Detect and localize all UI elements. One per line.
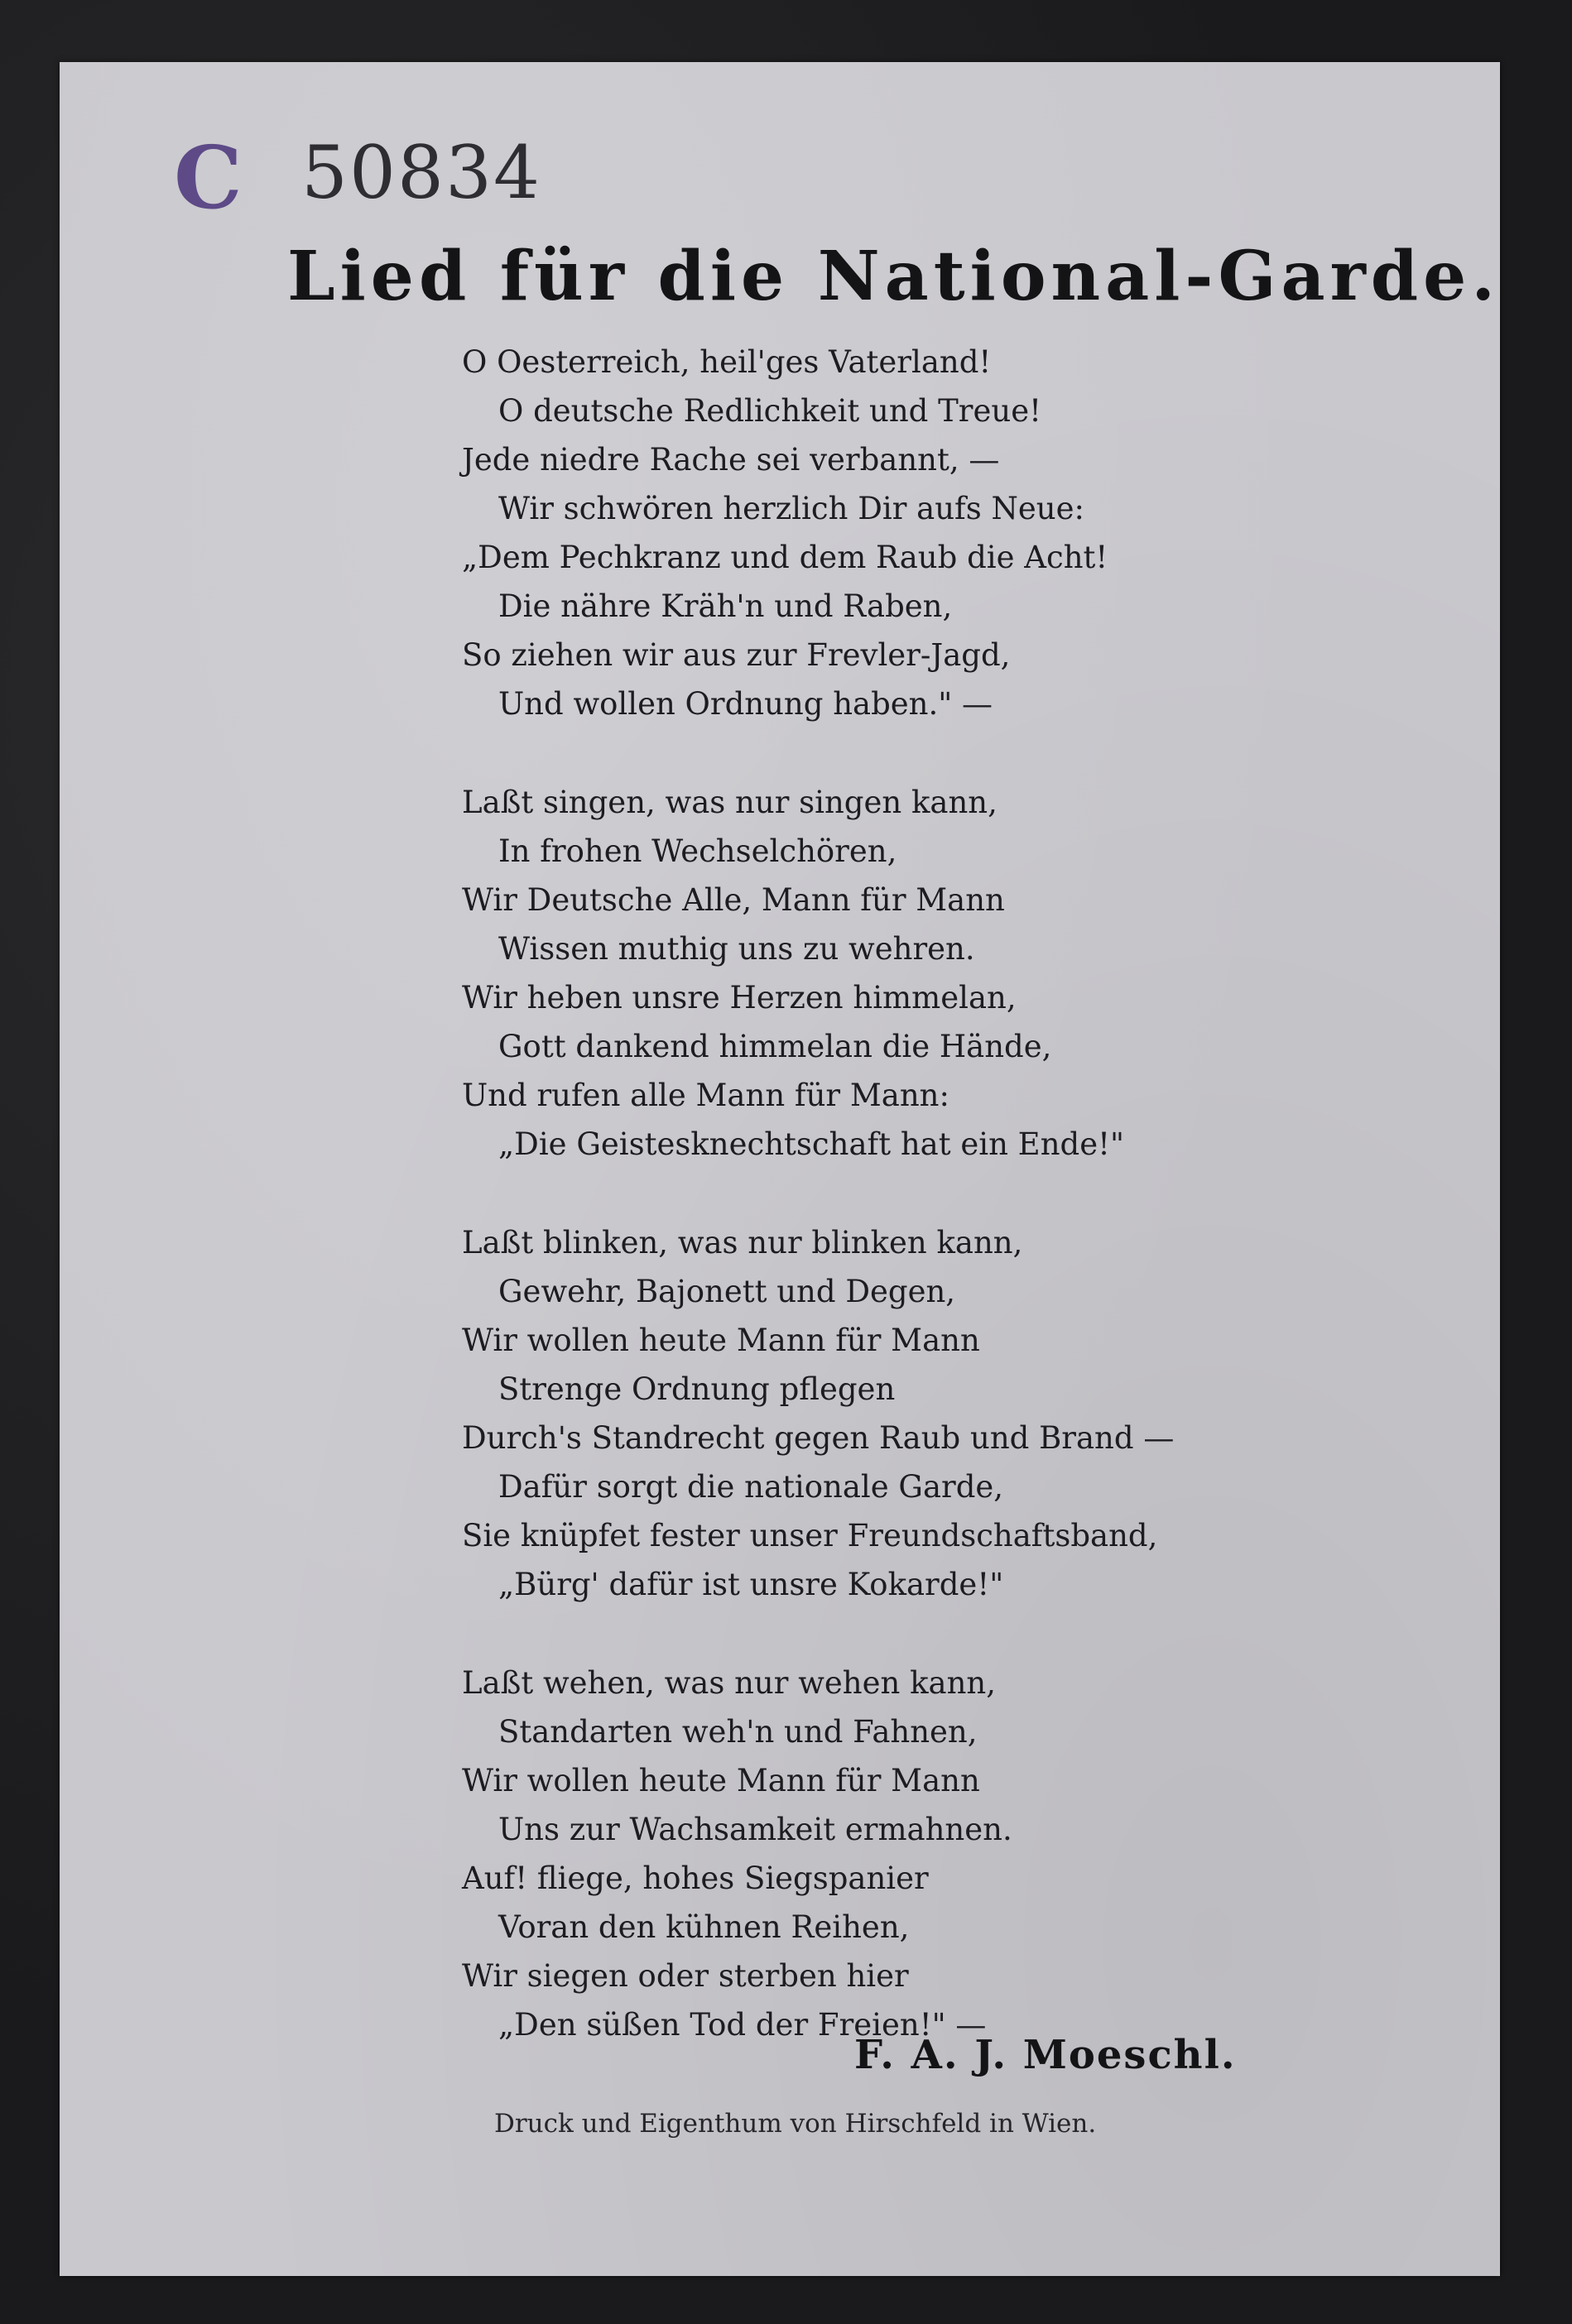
- verse-line: Laßt wehen, was nur wehen kann,: [462, 1665, 996, 1701]
- verse-line: „Bürg' dafür ist unsre Kokarde!": [498, 1567, 1004, 1602]
- verse-line: Und rufen alle Mann für Mann:: [462, 1078, 949, 1113]
- verse-line: Gott dankend himmelan die Hände,: [498, 1029, 1052, 1064]
- verse-line: Laßt blinken, was nur blinken kann,: [462, 1225, 1023, 1260]
- verse-line: Durch's Standrecht gegen Raub und Brand —: [462, 1420, 1175, 1456]
- document-sheet: [60, 62, 1500, 2276]
- verse-line: Standarten weh'n und Fahnen,: [498, 1714, 978, 1750]
- verse-line: Laßt singen, was nur singen kann,: [462, 785, 998, 820]
- verse-line: Wir siegen oder sterben hier: [462, 1958, 909, 1994]
- archive-inventory-number: 50834: [301, 130, 541, 215]
- printer-imprint: Druck und Eigenthum von Hirschfeld in Wien.: [494, 2109, 1097, 2139]
- stanza-1: [462, 338, 1207, 728]
- verse-line: Wir schwören herzlich Dir aufs Neue:: [498, 491, 1084, 526]
- verse-line: Gewehr, Bajonett und Degen,: [498, 1274, 956, 1309]
- verse-line: So ziehen wir aus zur Frevler-Jagd,: [462, 637, 1011, 673]
- verse-line: Auf! fliege, hohes Siegspanier: [462, 1861, 929, 1896]
- verse-line: Wir Deutsche Alle, Mann für Mann: [462, 882, 1005, 918]
- stanza-2: [462, 778, 1207, 1169]
- verse-line: Wir wollen heute Mann für Mann: [462, 1763, 980, 1798]
- verse-line: Wir heben unsre Herzen himmelan,: [462, 980, 1017, 1016]
- verse-line: Jede niedre Rache sei verbannt, —: [462, 442, 1000, 478]
- verse-line: Voran den kühnen Reihen,: [498, 1909, 910, 1945]
- verse-line: O Oesterreich, heil'ges Vaterland!: [462, 344, 992, 380]
- song-title: Lied für die National-Garde.: [287, 237, 1500, 316]
- verse-line: Sie knüpfet fester unser Freundschaftsband,: [462, 1518, 1158, 1553]
- verse-line: „Dem Pechkranz und dem Raub die Acht!: [462, 540, 1108, 575]
- verse-line: Wissen muthig uns zu wehren.: [498, 931, 975, 967]
- poem-body: [462, 338, 1207, 2049]
- verse-line: Wir wollen heute Mann für Mann: [462, 1323, 980, 1358]
- verse-line: „Den süßen Tod der Freien!" —: [498, 2007, 987, 2043]
- author-signature: F. A. J. Moeschl.: [854, 2032, 1237, 2078]
- verse-line: Uns zur Wachsamkeit ermahnen.: [498, 1812, 1012, 1847]
- verse-line: Dafür sorgt die nationale Garde,: [498, 1469, 1004, 1505]
- verse-line: „Die Geistesknechtschaft hat ein Ende!": [498, 1126, 1124, 1162]
- verse-line: O deutsche Redlichkeit und Treue!: [498, 393, 1041, 429]
- stanza-3: [462, 1218, 1207, 1609]
- stanza-4: [462, 1659, 1207, 2049]
- verse-line: Die nähre Kräh'n und Raben,: [498, 588, 953, 624]
- archive-stamp-letter: C: [174, 127, 243, 228]
- verse-line: Strenge Ordnung pflegen: [498, 1371, 896, 1407]
- verse-line: In frohen Wechselchören,: [498, 833, 897, 869]
- verse-line: Und wollen Ordnung haben." —: [498, 686, 993, 722]
